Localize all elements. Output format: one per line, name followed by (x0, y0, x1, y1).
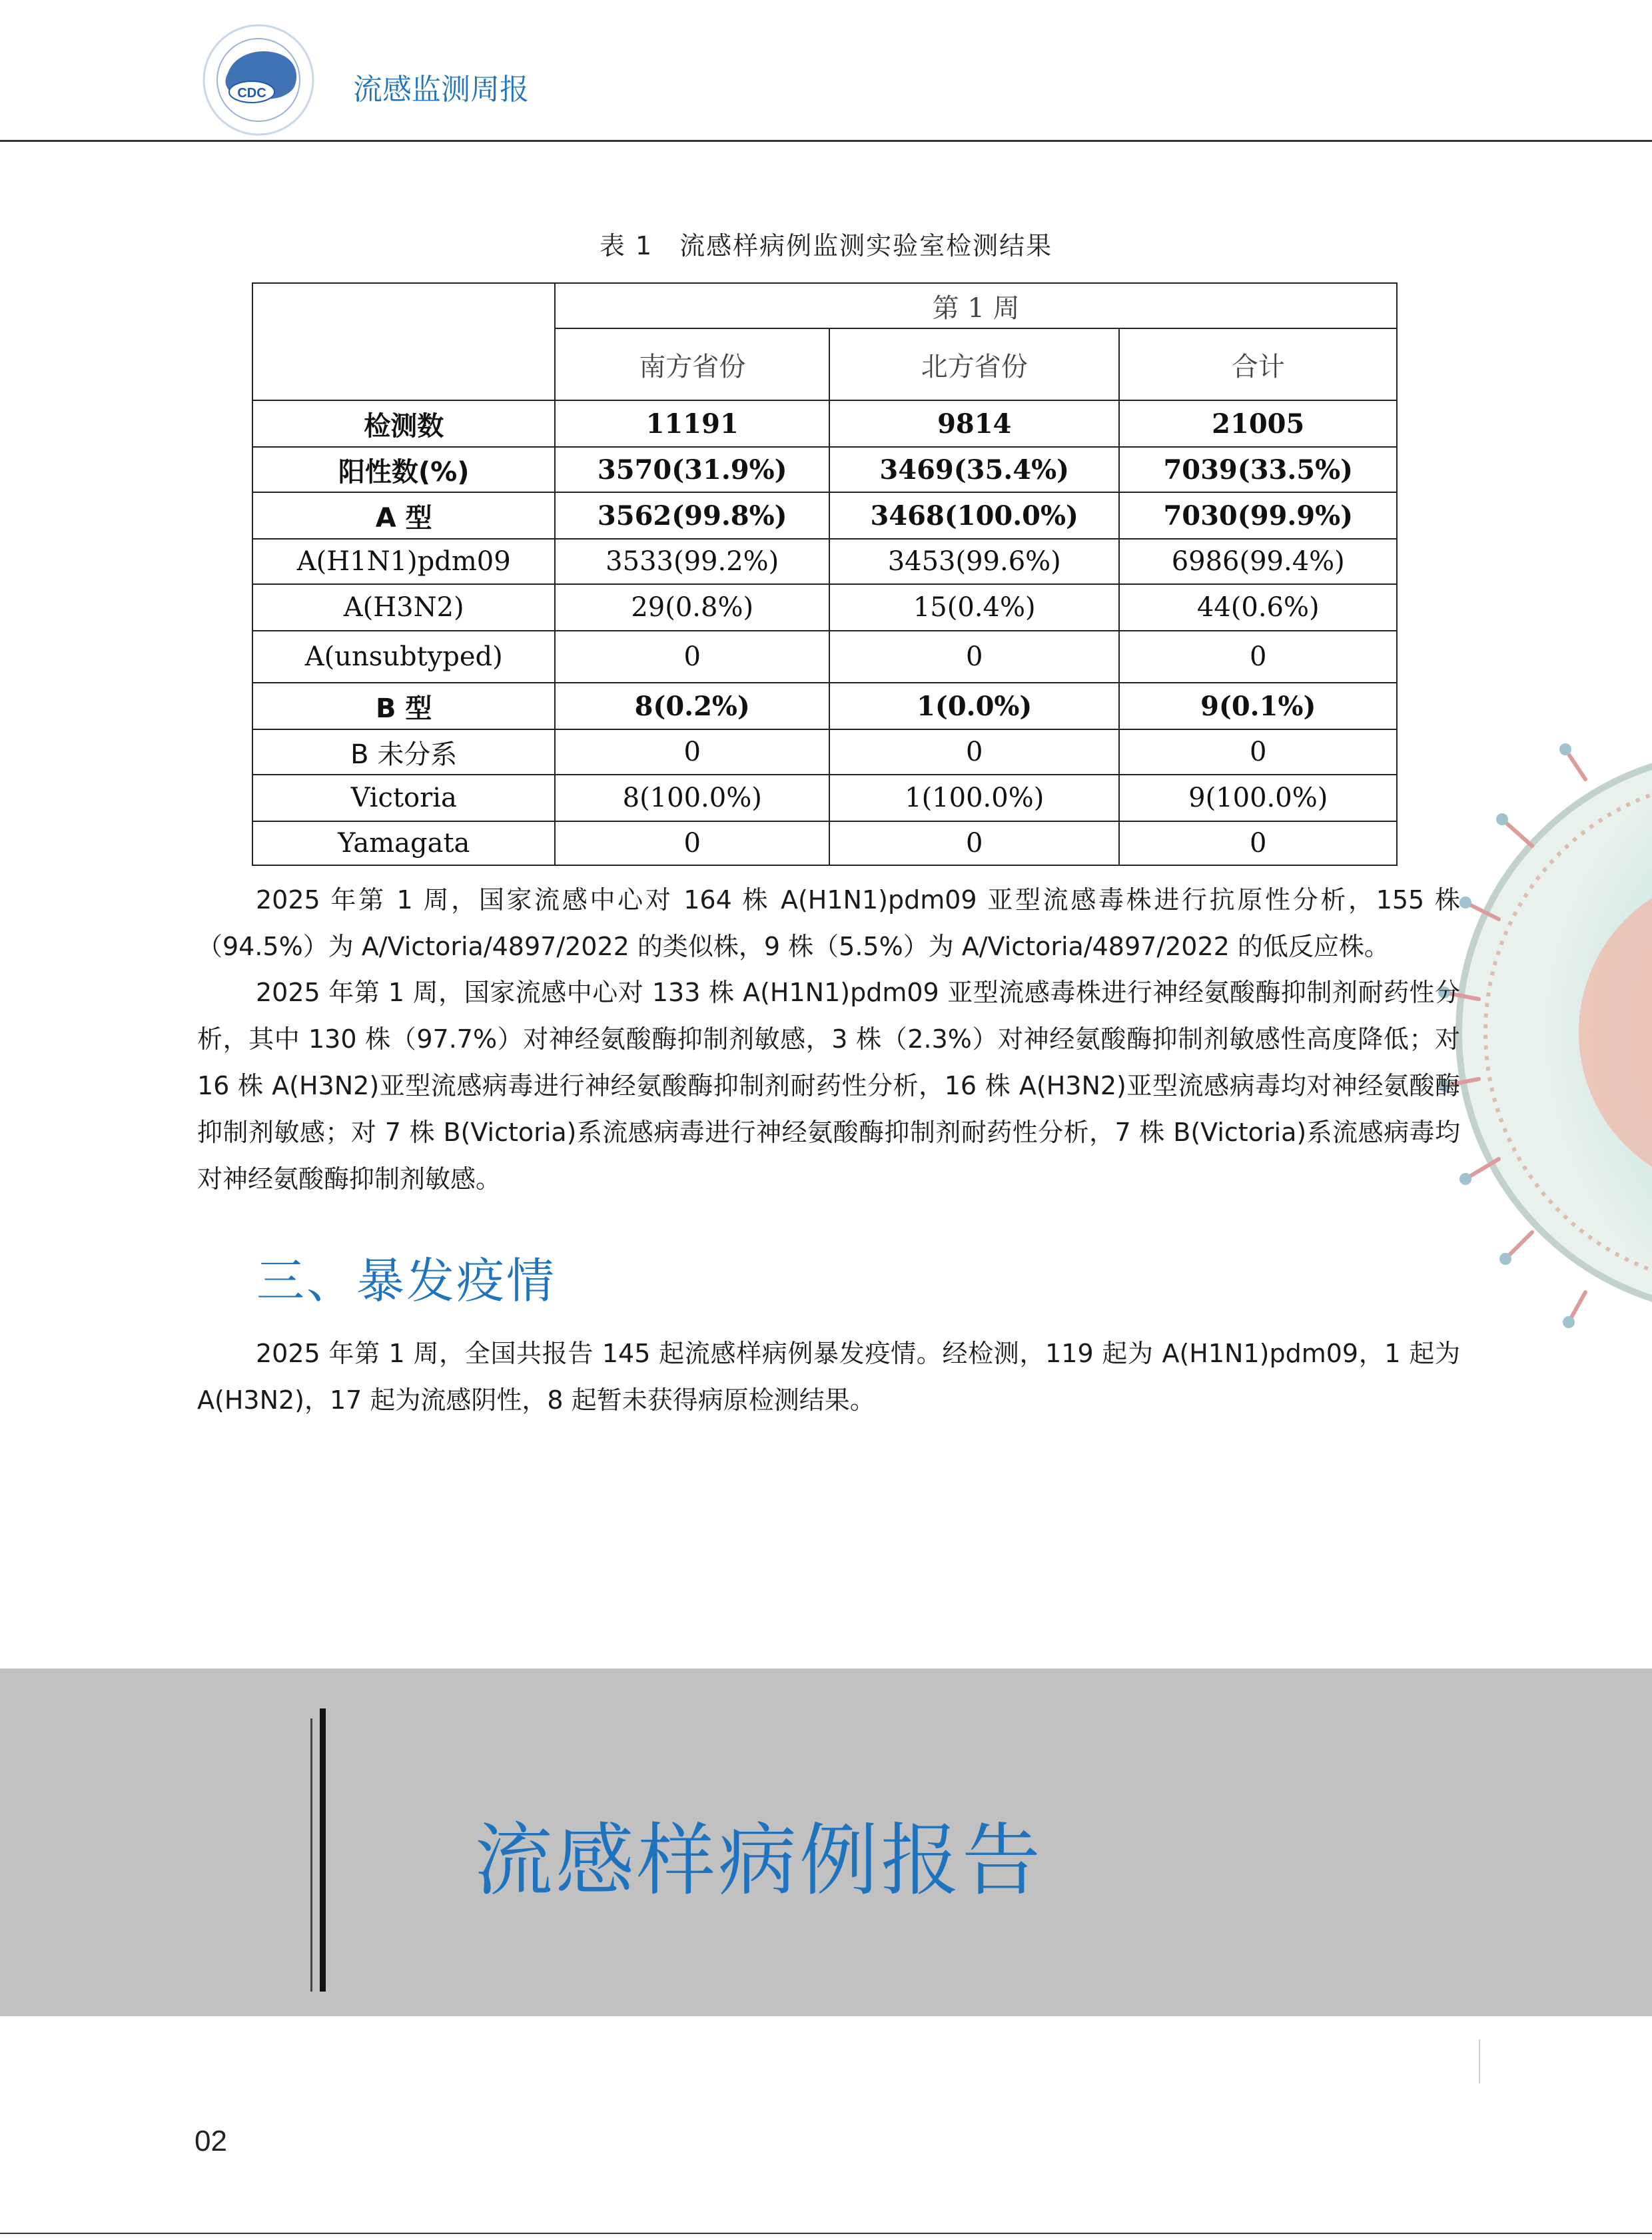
paragraph-text: 2025 年第 1 周，全国共报告 145 起流感样病例暴发疫情。经检测，119 起为 A(H1N1)pdm09，1 起为 A(H3N2)，17 起为流感阴性，8 起暂未获得病原检测结果。 (197, 1339, 1460, 1415)
table-cell: 3570(31.9%) (555, 447, 829, 492)
table-row (252, 584, 1397, 631)
table-row (252, 447, 1397, 492)
table-row (252, 821, 1397, 865)
table-cell: 0 (555, 729, 829, 775)
table-row (252, 539, 1397, 584)
svg-text:CDC: CDC (237, 86, 266, 101)
table-cell: 0 (829, 729, 1120, 775)
table-row (252, 492, 1397, 539)
table-cell: 0 (829, 821, 1120, 865)
paragraph-text: 2025 年第 1 周，国家流感中心对 133 株 A(H1N1)pdm09 亚型流感毒株进行神经氨酸酶抑制剂耐药性分析，其中 130 株（97.7%）对神经氨酸酶抑制剂敏感，3 株（2.3%）对神经氨酸酶抑制剂敏感性高度降低；对 16 株 A(H3N2)亚型流感病毒进行神经氨酸酶抑制剂耐药性分析，16 株 A(H3N2)亚型流感病毒均对神经氨酸酶抑制剂敏感；对 7 株 B(Victoria)系流感病毒进行神经氨酸酶抑制剂耐药性分析，7 株 B(Victoria)系流感病毒均对神经氨酸酶抑制剂敏感。 (197, 978, 1460, 1194)
table-cell: 6986(99.4%) (1119, 539, 1397, 584)
row-label: Victoria (252, 775, 555, 821)
row-label: Yamagata (252, 821, 555, 865)
table-cell: 1(100.0%) (829, 775, 1120, 821)
outbreak-paragraph (197, 1330, 1460, 1423)
banner-accent-line-thin (310, 1718, 312, 1992)
table-cell: 7039(33.5%) (1119, 447, 1397, 492)
table-cell: 3468(100.0%) (829, 492, 1120, 539)
table-cell: 0 (829, 631, 1120, 683)
table-row (252, 775, 1397, 821)
table-row (252, 400, 1397, 447)
banner-accent-line (320, 1708, 326, 1992)
footer-divider (0, 2233, 1652, 2234)
report-title: 流感监测周报 (353, 73, 529, 107)
row-label: 阳性数(%) (252, 447, 555, 492)
table-cell: 0 (1119, 729, 1397, 775)
paragraph-text: 2025 年第 1 周，国家流感中心对 164 株 A(H1N1)pdm09 亚型流感毒株进行抗原性分析，155 株（94.5%）为 A/Victoria/4897/2022 的类似株，9 株（5.5%）为 A/Victoria/4897/2022 的低反应株。 (197, 885, 1460, 961)
banner-title: 流感样病例报告 (474, 1814, 1044, 1906)
table-cell: 3533(99.2%) (555, 539, 829, 584)
row-label: B 未分系 (252, 729, 555, 775)
lab-results-table (252, 282, 1398, 866)
table-cell: 1(0.0%) (829, 683, 1120, 729)
cdc-logo (195, 20, 322, 140)
header-divider (0, 140, 1652, 142)
table-cell: 0 (1119, 821, 1397, 865)
table-cell: 8(100.0%) (555, 775, 829, 821)
table-cell: 15(0.4%) (829, 584, 1120, 631)
table-corner-cell (252, 283, 555, 400)
antigenic-analysis-paragraph (197, 877, 1460, 970)
table-cell: 11191 (555, 400, 829, 447)
row-label: A 型 (252, 492, 555, 539)
table-cell: 9(100.0%) (1119, 775, 1397, 821)
table-cell: 7030(99.9%) (1119, 492, 1397, 539)
section-heading: 三、暴发疫情 (256, 1253, 557, 1309)
table-cell: 3453(99.6%) (829, 539, 1120, 584)
row-label: A(H3N2) (252, 584, 555, 631)
table-row (252, 729, 1397, 775)
table-cell: 44(0.6%) (1119, 584, 1397, 631)
row-label: A(H1N1)pdm09 (252, 539, 555, 584)
row-label: B 型 (252, 683, 555, 729)
column-header-north: 北方省份 (829, 328, 1120, 400)
column-header-south: 南方省份 (555, 328, 829, 400)
row-label: 检测数 (252, 400, 555, 447)
table-cell: 0 (1119, 631, 1397, 683)
row-label: A(unsubtyped) (252, 631, 555, 683)
table-row (252, 683, 1397, 729)
table-row (252, 631, 1397, 683)
table-cell: 3562(99.8%) (555, 492, 829, 539)
table-cell: 9814 (829, 400, 1120, 447)
table-cell: 9(0.1%) (1119, 683, 1397, 729)
page-number: 02 (195, 2125, 227, 2157)
table-cell: 29(0.8%) (555, 584, 829, 631)
table-cell: 21005 (1119, 400, 1397, 447)
table-header-row (252, 283, 1397, 328)
footer-tick (1479, 2040, 1480, 2083)
antiviral-resistance-paragraph (197, 969, 1460, 1202)
table-cell: 0 (555, 821, 829, 865)
table-cell: 8(0.2%) (555, 683, 829, 729)
table-caption: 表 1 流感样病例监测实验室检测结果 (599, 231, 1053, 260)
week-header: 第 1 周 (555, 283, 1397, 328)
table-cell: 0 (555, 631, 829, 683)
column-header-total: 合计 (1119, 328, 1397, 400)
table-cell: 3469(35.4%) (829, 447, 1120, 492)
